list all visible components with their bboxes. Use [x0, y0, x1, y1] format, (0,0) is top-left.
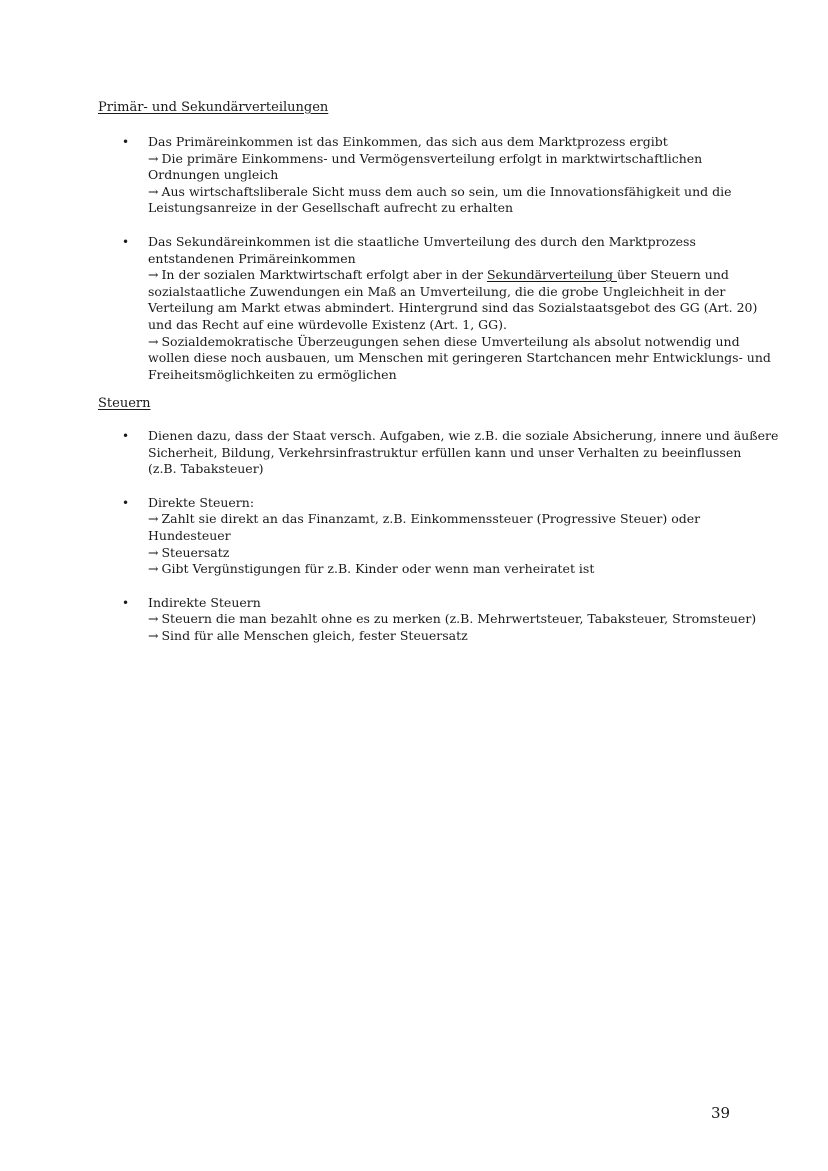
arrow-right-icon: → [148, 627, 159, 643]
text-line: Das Primäreinkommen ist das Einkommen, das sich aus dem Marktprozess ergibt [148, 134, 668, 149]
text-line: Dienen dazu, dass der Staat versch. Aufgaben, wie z.B. die soziale Absicherung, innere und äußere [148, 428, 779, 443]
text-line: → Steuern die man bezahlt ohne es zu merken (z.B. Mehrwertsteuer, Tabaksteuer, Stromsteuer) [148, 611, 757, 627]
bullet-icon: • [122, 135, 130, 149]
arrow-right-icon: → [148, 611, 159, 627]
text-line: wollen diese noch ausbauen, um Menschen mit geringeren Startchancen mehr Entwicklungs- und [148, 350, 771, 366]
bullet-list-steuern [120, 428, 779, 662]
bullet-icon: • [122, 595, 130, 610]
section-heading-verteilungen: Primär- und Sekundärverteilungen [98, 100, 329, 115]
text-line: → Aus wirtschaftsliberale Sicht muss dem auch so sein, um die Innovationsfähigkeit und die [148, 183, 732, 199]
text-line: Freiheitsmöglichkeiten zu ermöglichen [148, 366, 397, 382]
bullet-icon: • [122, 234, 130, 249]
text-line: → In der sozialen Marktwirtschaft erfolgt aber in der Sekundärverteilung über Steuern und [148, 267, 729, 283]
text-line: → Die primäre Einkommens- und Vermögensverteilung erfolgt in marktwirtschaftlichen [148, 150, 703, 166]
list-item [120, 495, 760, 578]
text-line: Direkte Steuern: [148, 494, 255, 510]
arrow-right-icon: → [148, 561, 159, 577]
arrow-right-icon: → [148, 333, 159, 349]
text-line: Leistungsanreize in der Gesellschaft aufrecht zu erhalten [148, 200, 514, 216]
text-line: → Sozialdemokratische Überzeugungen sehen diese Umverteilung als absolut notwendig und [148, 333, 740, 349]
text-line: Das Sekundäreinkommen ist die staatliche Umverteilung des durch den Marktprozess [148, 233, 696, 249]
page-number: 39 [711, 1104, 731, 1122]
section-heading-steuern: Steuern [98, 396, 151, 411]
text-line: → Zahlt sie direkt an das Finanzamt, z.B. Einkommenssteuer (Progressive Steuer) oder [148, 511, 701, 527]
text-line: → Steuersatz [148, 544, 230, 560]
bullet-icon: • [122, 495, 130, 510]
bullet-list-verteilungen [120, 134, 771, 400]
text-line: Indirekte Steuern [148, 594, 261, 610]
text-line: Hundesteuer [148, 527, 231, 543]
list-item [120, 428, 779, 478]
text-line: Sicherheit, Bildung, Verkehrsinfrastruktur erfüllen kann und unser Verhalten zu beeinflussen [148, 444, 742, 460]
text-line: und das Recht auf eine würdevolle Existenz (Art. 1, GG). [148, 316, 507, 332]
text-line: entstandenen Primäreinkommen [148, 250, 356, 266]
arrow-right-icon: → [148, 511, 159, 527]
bullet-icon: • [122, 429, 130, 443]
text-line: (z.B. Tabaksteuer) [148, 461, 264, 477]
text-line: sozialstaatliche Zuwendungen ein Maß an Umverteilung, die die grobe Ungleichheit in der [148, 283, 726, 299]
list-item [120, 134, 760, 217]
text-line: → Gibt Vergünstigungen für z.B. Kinder oder wenn man verheiratet ist [148, 561, 595, 577]
arrow-right-icon: → [148, 183, 159, 199]
text-line: Verteilung am Markt etwas abmindert. Hintergrund sind das Sozialstaatsgebot des GG (Art. 20) [148, 300, 758, 316]
arrow-right-icon: → [148, 544, 159, 560]
list-item [120, 595, 760, 645]
list-item [120, 233, 771, 383]
text-line: → Sind für alle Menschen gleich, fester Steuersatz [148, 627, 468, 643]
arrow-right-icon: → [148, 150, 159, 166]
underlined-term: Sekundärverteilung [486, 267, 617, 283]
arrow-right-icon: → [148, 267, 159, 283]
text-line: Ordnungen ungleich [148, 167, 279, 183]
